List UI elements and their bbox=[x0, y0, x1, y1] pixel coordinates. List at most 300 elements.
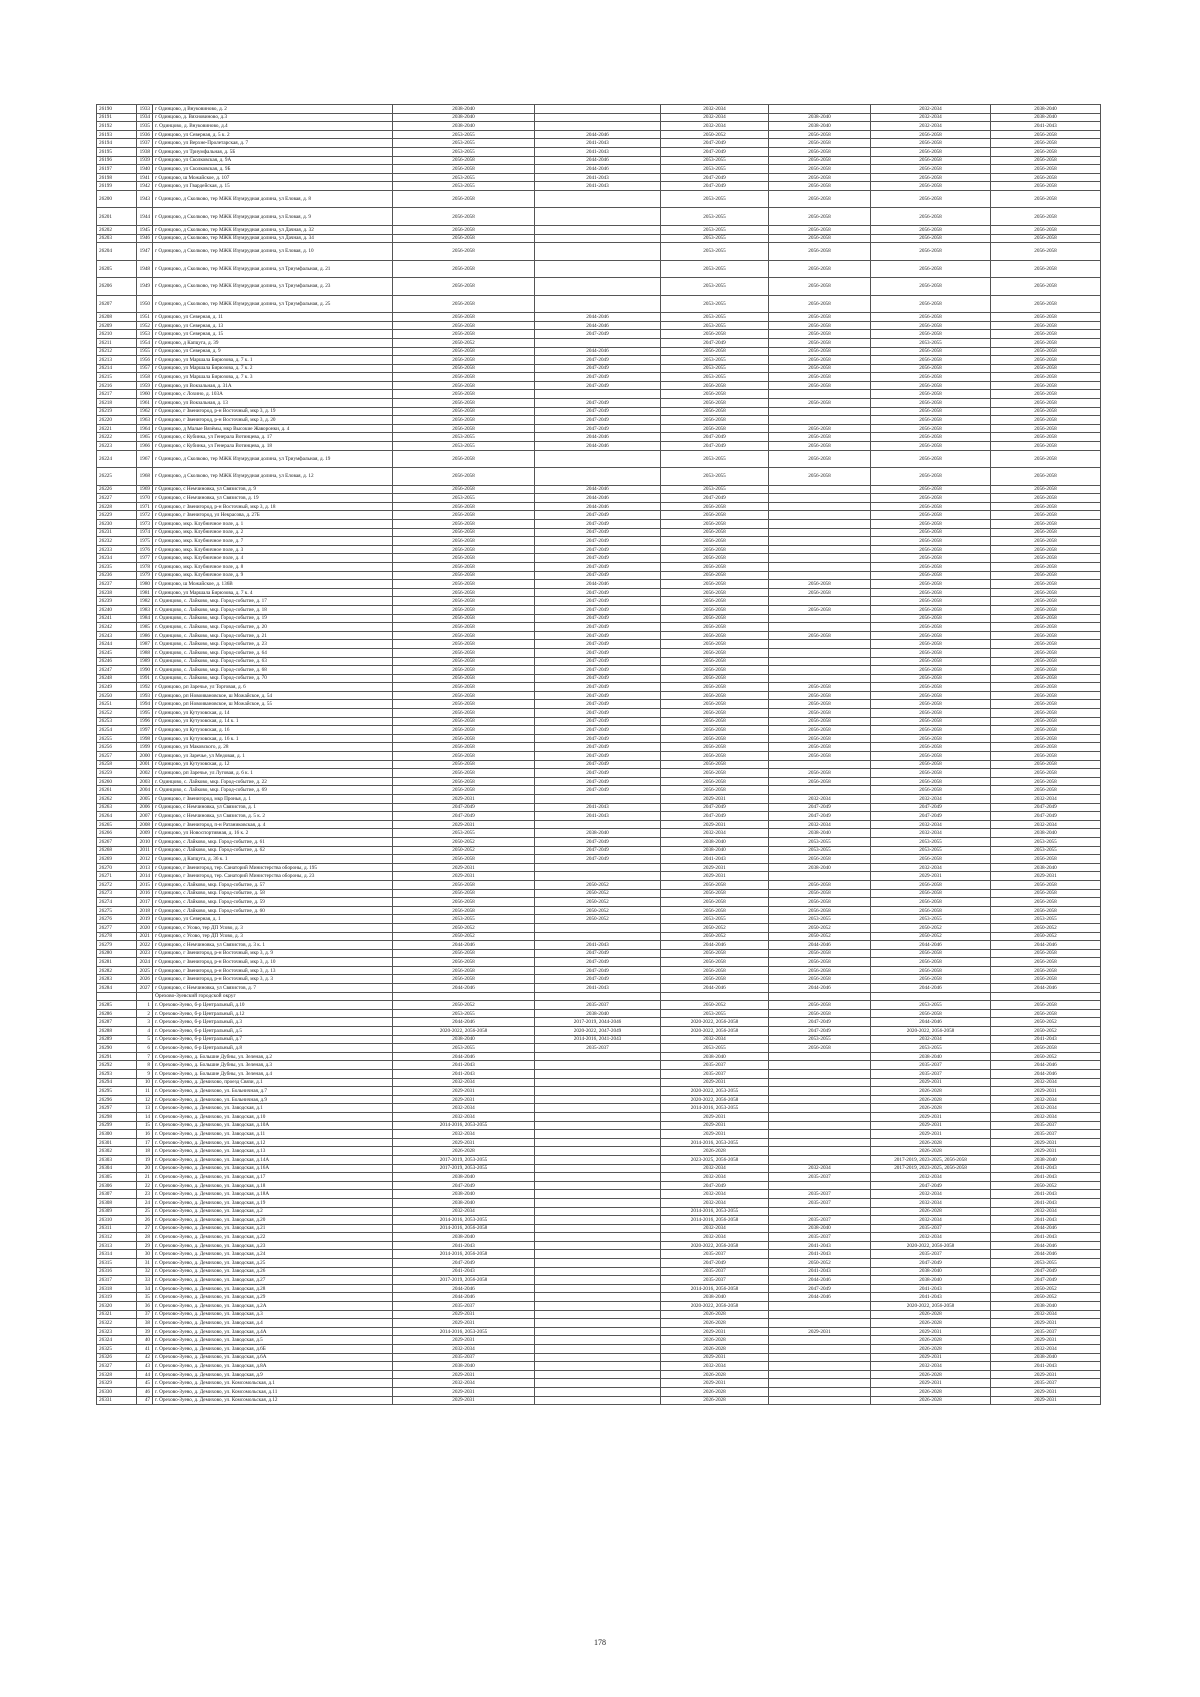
period-cell: 2044-2046 bbox=[535, 321, 661, 330]
period-cell: 2056-2058 bbox=[991, 182, 1101, 191]
row-number-cell: 10 bbox=[137, 1078, 153, 1087]
period-cell: 2014-2016, 2056-2058 bbox=[661, 1216, 769, 1225]
row-number-cell: 2016 bbox=[137, 889, 153, 898]
period-cell: 2041-2043 bbox=[535, 182, 661, 191]
row-id-cell: 26205 bbox=[97, 260, 137, 278]
row-id-cell: 26327 bbox=[97, 1362, 137, 1371]
period-cell: 2056-2058 bbox=[871, 906, 991, 915]
period-cell: 2047-2049 bbox=[393, 812, 535, 821]
period-cell: 2056-2058 bbox=[991, 1044, 1101, 1053]
row-id-cell: 26289 bbox=[97, 1035, 137, 1044]
row-number-cell: 8 bbox=[137, 1061, 153, 1070]
row-number-cell: 39 bbox=[137, 1327, 153, 1336]
period-cell: 2035-2037 bbox=[871, 1250, 991, 1259]
table-row bbox=[97, 147, 1101, 156]
period-cell: 2026-2028 bbox=[871, 1095, 991, 1104]
address-cell: г. Орехово-Зуево, д. Демихово, ул. Заводская, д.22 bbox=[153, 1233, 393, 1242]
period-cell: 2056-2058 bbox=[661, 752, 769, 761]
period-cell: 2029-2031 bbox=[871, 1078, 991, 1087]
period-cell: 2056-2058 bbox=[871, 528, 991, 537]
address-cell: г Одинцово, д. Вяхновиново, д.3 bbox=[153, 113, 393, 122]
period-cell: 2038-2040 bbox=[871, 1052, 991, 1061]
row-number-cell: 1939 bbox=[137, 156, 153, 165]
row-number-cell: 2008 bbox=[137, 820, 153, 829]
period-cell: 2056-2058 bbox=[991, 571, 1101, 580]
period-cell: 2056-2058 bbox=[393, 588, 535, 597]
period-cell: 2047-2049 bbox=[991, 1276, 1101, 1285]
address-cell: г Одинцово, г Звенигород, р-н Восточный, мкр 3, д. 10 bbox=[153, 958, 393, 967]
period-cell: 2020-2022, 2056-2058 bbox=[871, 1302, 991, 1311]
period-cell: 2044-2046 bbox=[991, 984, 1101, 993]
address-cell: г Одинцово, г Звенигород, ул Некрасова, д. 27Б bbox=[153, 511, 393, 520]
address-cell: г. Орехово-Зуево, б-р Центральный, д.7 bbox=[153, 1035, 393, 1044]
period-cell: 2056-2058 bbox=[393, 364, 535, 373]
period-cell: 2047-2049 bbox=[535, 537, 661, 546]
table-row bbox=[97, 597, 1101, 606]
period-cell: 2056-2058 bbox=[769, 709, 871, 718]
period-cell: 2044-2046 bbox=[535, 433, 661, 442]
row-number-cell: 4 bbox=[137, 1027, 153, 1036]
period-cell bbox=[535, 1061, 661, 1070]
period-cell: 2053-2055 bbox=[871, 915, 991, 924]
table-row bbox=[97, 1387, 1101, 1396]
row-id-cell: 26243 bbox=[97, 631, 137, 640]
period-cell: 2053-2055 bbox=[661, 915, 769, 924]
table-row bbox=[97, 674, 1101, 683]
row-number-cell: 2005 bbox=[137, 795, 153, 804]
capital-repair-schedule-table bbox=[96, 104, 1101, 1405]
period-cell: 2056-2058 bbox=[871, 949, 991, 958]
period-cell: 2029-2031 bbox=[991, 1387, 1101, 1396]
address-cell: г Одинцово, г Звенигород, р-н Восточный, мкр 3, д. 20 bbox=[153, 416, 393, 425]
address-cell: г. Орехово-Зуево, д. Демихово, ул. Заводская, д.16А bbox=[153, 1164, 393, 1173]
period-cell: 2056-2058 bbox=[393, 683, 535, 692]
table-row bbox=[97, 433, 1101, 442]
period-cell: 2017-2019, 2053-2055 bbox=[393, 1164, 535, 1173]
period-cell bbox=[871, 992, 991, 1001]
period-cell: 2056-2058 bbox=[393, 777, 535, 786]
table-row bbox=[97, 812, 1101, 821]
period-cell: 2047-2049 bbox=[535, 407, 661, 416]
period-cell: 2053-2055 bbox=[661, 165, 769, 174]
period-cell bbox=[769, 571, 871, 580]
period-cell: 2029-2031 bbox=[661, 1121, 769, 1130]
address-cell: г. Орехово-Зуево, б-р Центральный, д.3 bbox=[153, 1018, 393, 1027]
period-cell bbox=[535, 468, 661, 486]
period-cell: 2032-2034 bbox=[991, 1095, 1101, 1104]
period-cell: 2056-2058 bbox=[871, 691, 991, 700]
period-cell: 2056-2058 bbox=[769, 949, 871, 958]
period-cell: 2047-2049 bbox=[535, 734, 661, 743]
period-cell bbox=[535, 1078, 661, 1087]
period-cell: 2053-2055 bbox=[661, 156, 769, 165]
period-cell bbox=[535, 1121, 661, 1130]
table-row bbox=[97, 243, 1101, 261]
period-cell: 2032-2034 bbox=[871, 1216, 991, 1225]
period-cell: 2056-2058 bbox=[393, 373, 535, 382]
row-number-cell: 2019 bbox=[137, 915, 153, 924]
period-cell: 2056-2058 bbox=[661, 760, 769, 769]
row-id-cell: 26314 bbox=[97, 1250, 137, 1259]
address-cell: г Одинцово, ул Триумфальная, д. 5Б bbox=[153, 147, 393, 156]
period-cell: 2032-2034 bbox=[871, 1190, 991, 1199]
table-row bbox=[97, 1276, 1101, 1285]
period-cell: 2056-2058 bbox=[393, 347, 535, 356]
table-row bbox=[97, 1095, 1101, 1104]
period-cell: 2047-2049 bbox=[535, 381, 661, 390]
period-cell bbox=[769, 494, 871, 503]
period-cell: 2047-2049 bbox=[535, 949, 661, 958]
period-cell: 2056-2058 bbox=[661, 726, 769, 735]
period-cell: 2032-2034 bbox=[871, 863, 991, 872]
period-cell: 2032-2034 bbox=[393, 1112, 535, 1121]
period-cell: 2044-2046 bbox=[535, 156, 661, 165]
period-cell: 2014-2016, 2041-2043 bbox=[535, 1035, 661, 1044]
period-cell: 2047-2049 bbox=[535, 605, 661, 614]
period-cell: 2026-2028 bbox=[661, 1336, 769, 1345]
address-cell: г Одинцово, г Звенигород, р-н Восточный, мкр 3, д. 3 bbox=[153, 975, 393, 984]
period-cell: 2047-2049 bbox=[393, 1259, 535, 1268]
period-cell: 2053-2055 bbox=[393, 494, 535, 503]
row-id-cell: 26321 bbox=[97, 1310, 137, 1319]
period-cell bbox=[535, 863, 661, 872]
period-cell bbox=[769, 390, 871, 399]
period-cell: 2056-2058 bbox=[661, 571, 769, 580]
row-number-cell: 25 bbox=[137, 1207, 153, 1216]
row-id-cell: 26257 bbox=[97, 752, 137, 761]
period-cell bbox=[535, 1164, 661, 1173]
row-number-cell: 1938 bbox=[137, 147, 153, 156]
period-cell: 2047-2049 bbox=[871, 1181, 991, 1190]
period-cell: 2056-2058 bbox=[991, 330, 1101, 339]
period-cell: 2029-2031 bbox=[991, 1087, 1101, 1096]
period-cell: 2053-2055 bbox=[661, 356, 769, 365]
row-id-cell: 26288 bbox=[97, 1027, 137, 1036]
period-cell: 2056-2058 bbox=[871, 485, 991, 494]
period-cell: 2044-2046 bbox=[535, 442, 661, 451]
period-cell: 2029-2031 bbox=[393, 1095, 535, 1104]
period-cell: 2032-2034 bbox=[661, 105, 769, 114]
period-cell bbox=[769, 1095, 871, 1104]
row-number-cell: 1953 bbox=[137, 330, 153, 339]
row-number-cell: 9 bbox=[137, 1070, 153, 1079]
period-cell: 2056-2058 bbox=[393, 424, 535, 433]
row-number-cell: 2026 bbox=[137, 975, 153, 984]
row-id-cell: 26252 bbox=[97, 709, 137, 718]
period-cell: 2050-2052 bbox=[769, 932, 871, 941]
row-id-cell: 26256 bbox=[97, 743, 137, 752]
period-cell: 2056-2058 bbox=[661, 631, 769, 640]
period-cell: 2056-2058 bbox=[661, 666, 769, 675]
period-cell: 2014-2016, 2056-2058 bbox=[393, 1224, 535, 1233]
row-id-cell: 26315 bbox=[97, 1259, 137, 1268]
table-row bbox=[97, 734, 1101, 743]
period-cell bbox=[535, 225, 661, 234]
period-cell: 2056-2058 bbox=[871, 855, 991, 864]
period-cell: 2056-2058 bbox=[769, 313, 871, 322]
period-cell: 2050-2052 bbox=[991, 1027, 1101, 1036]
row-id-cell: 26268 bbox=[97, 846, 137, 855]
row-number-cell: 1935 bbox=[137, 122, 153, 131]
period-cell: 2056-2058 bbox=[991, 880, 1101, 889]
table-row bbox=[97, 321, 1101, 330]
row-number-cell: 1993 bbox=[137, 691, 153, 700]
period-cell: 2053-2055 bbox=[769, 837, 871, 846]
period-cell: 2053-2055 bbox=[871, 1001, 991, 1010]
row-id-cell: 26247 bbox=[97, 666, 137, 675]
period-cell: 2056-2058 bbox=[393, 571, 535, 580]
row-id-cell: 26266 bbox=[97, 829, 137, 838]
period-cell: 2035-2037 bbox=[769, 1216, 871, 1225]
table-row bbox=[97, 623, 1101, 632]
period-cell: 2056-2058 bbox=[769, 752, 871, 761]
period-cell: 2056-2058 bbox=[661, 683, 769, 692]
row-number-cell: 22 bbox=[137, 1181, 153, 1190]
period-cell: 2041-2043 bbox=[393, 1061, 535, 1070]
period-cell: 2056-2058 bbox=[661, 949, 769, 958]
period-cell: 2056-2058 bbox=[871, 975, 991, 984]
period-cell: 2056-2058 bbox=[769, 777, 871, 786]
period-cell: 2056-2058 bbox=[991, 726, 1101, 735]
period-cell: 2020-2022, 2056-2058 bbox=[661, 1027, 769, 1036]
table-row bbox=[97, 709, 1101, 718]
table-row bbox=[97, 1147, 1101, 1156]
period-cell: 2056-2058 bbox=[393, 631, 535, 640]
period-cell: 2047-2049 bbox=[991, 1267, 1101, 1276]
period-cell: 2047-2049 bbox=[535, 958, 661, 967]
period-cell: 2014-2016, 2056-2058 bbox=[393, 1250, 535, 1259]
period-cell: 2029-2031 bbox=[871, 1327, 991, 1336]
address-cell: г. Орехово-Зуево, д. Демихово, ул. Заводская, д.27 bbox=[153, 1276, 393, 1285]
table-row bbox=[97, 1379, 1101, 1388]
table-row bbox=[97, 1284, 1101, 1293]
table-row bbox=[97, 975, 1101, 984]
period-cell: 2041-2043 bbox=[991, 1362, 1101, 1371]
row-number-cell: 28 bbox=[137, 1233, 153, 1242]
period-cell: 2056-2058 bbox=[661, 381, 769, 390]
row-id-cell: 26229 bbox=[97, 511, 137, 520]
address-cell: г Одинцово, мкр. Клубничное поле, д. 9 bbox=[153, 571, 393, 580]
period-cell: 2056-2058 bbox=[393, 450, 535, 468]
period-cell: 2032-2034 bbox=[661, 122, 769, 131]
table-row bbox=[97, 1362, 1101, 1371]
table-row bbox=[97, 760, 1101, 769]
period-cell: 2020-2022, 2047-2049 bbox=[535, 1027, 661, 1036]
row-id-cell: 26312 bbox=[97, 1233, 137, 1242]
period-cell: 2056-2058 bbox=[991, 260, 1101, 278]
period-cell bbox=[535, 1216, 661, 1225]
row-id-cell: 26207 bbox=[97, 295, 137, 313]
period-cell: 2056-2058 bbox=[991, 760, 1101, 769]
address-cell: г. Одинцово, с. Лайково, мкр. Город-событие, д. 22 bbox=[153, 777, 393, 786]
period-cell: 2026-2028 bbox=[661, 1370, 769, 1379]
table-row bbox=[97, 562, 1101, 571]
period-cell: 2047-2049 bbox=[535, 769, 661, 778]
address-cell: г. Орехово-Зуево, д. Демихово, проезд Связи, д.1 bbox=[153, 1078, 393, 1087]
period-cell bbox=[769, 1353, 871, 1362]
period-cell: 2047-2049 bbox=[535, 717, 661, 726]
period-cell: 2035-2037 bbox=[871, 1070, 991, 1079]
period-cell: 2056-2058 bbox=[769, 683, 871, 692]
period-cell: 2056-2058 bbox=[991, 390, 1101, 399]
period-cell: 2047-2049 bbox=[535, 597, 661, 606]
table-row bbox=[97, 1112, 1101, 1121]
period-cell: 2056-2058 bbox=[871, 356, 991, 365]
period-cell: 2056-2058 bbox=[393, 416, 535, 425]
address-cell: г Одинцово, ул Кутузовская, д. 12 bbox=[153, 760, 393, 769]
period-cell: 2056-2058 bbox=[871, 330, 991, 339]
row-id-cell: 26228 bbox=[97, 502, 137, 511]
period-cell: 2035-2037 bbox=[871, 1061, 991, 1070]
period-cell: 2041-2043 bbox=[535, 173, 661, 182]
period-cell: 2029-2031 bbox=[661, 1130, 769, 1139]
period-cell bbox=[535, 1181, 661, 1190]
row-number-cell: 13 bbox=[137, 1104, 153, 1113]
address-cell: г Одинцово, с Лайково, мкр. Город-событие, д. 57 bbox=[153, 880, 393, 889]
row-number-cell: 1998 bbox=[137, 734, 153, 743]
period-cell: 2047-2049 bbox=[871, 803, 991, 812]
period-cell: 2056-2058 bbox=[393, 528, 535, 537]
address-cell: г Одинцово, ул Маковского, д. 28 bbox=[153, 743, 393, 752]
period-cell: 2041-2043 bbox=[535, 941, 661, 950]
address-cell: г Одинцово, с Немчиновка, ул Связистов, д. 19 bbox=[153, 494, 393, 503]
period-cell: 2047-2049 bbox=[535, 528, 661, 537]
period-cell: 2038-2040 bbox=[661, 846, 769, 855]
row-id-cell: 26217 bbox=[97, 390, 137, 399]
table-row bbox=[97, 726, 1101, 735]
table-row bbox=[97, 717, 1101, 726]
row-id-cell: 26317 bbox=[97, 1276, 137, 1285]
table-row bbox=[97, 906, 1101, 915]
row-id-cell: 26261 bbox=[97, 786, 137, 795]
period-cell: 2032-2034 bbox=[871, 113, 991, 122]
period-cell: 2056-2058 bbox=[393, 717, 535, 726]
period-cell: 2056-2058 bbox=[991, 889, 1101, 898]
row-number-cell: 1960 bbox=[137, 390, 153, 399]
address-cell: г Одинцово, с Лайково, мкр. Город-событие, д. 60 bbox=[153, 906, 393, 915]
row-number-cell: 1954 bbox=[137, 338, 153, 347]
address-cell: г. Орехово-Зуево, д. Демихово, ул. Комсомольская, д.1 bbox=[153, 1379, 393, 1388]
row-number-cell: 36 bbox=[137, 1302, 153, 1311]
period-cell: 2047-2049 bbox=[535, 726, 661, 735]
period-cell: 2050-2052 bbox=[661, 130, 769, 139]
period-cell bbox=[769, 1104, 871, 1113]
period-cell: 2056-2058 bbox=[661, 407, 769, 416]
period-cell: 2047-2049 bbox=[535, 855, 661, 864]
period-cell bbox=[769, 1302, 871, 1311]
period-cell: 2014-2016, 2053-2055 bbox=[661, 1138, 769, 1147]
row-number-cell: 14 bbox=[137, 1112, 153, 1121]
row-id-cell: 26218 bbox=[97, 399, 137, 408]
period-cell bbox=[535, 1284, 661, 1293]
period-cell bbox=[769, 597, 871, 606]
period-cell: 2044-2046 bbox=[871, 1018, 991, 1027]
row-id-cell: 26237 bbox=[97, 580, 137, 589]
period-cell: 2029-2031 bbox=[393, 1087, 535, 1096]
table-row bbox=[97, 743, 1101, 752]
period-cell: 2047-2049 bbox=[535, 666, 661, 675]
row-id-cell: 26318 bbox=[97, 1284, 137, 1293]
period-cell: 2014-2016, 2053-2055 bbox=[393, 1121, 535, 1130]
period-cell: 2047-2049 bbox=[769, 1027, 871, 1036]
period-cell: 2047-2049 bbox=[535, 614, 661, 623]
period-cell: 2056-2058 bbox=[393, 381, 535, 390]
period-cell: 2056-2058 bbox=[871, 390, 991, 399]
row-number-cell: 1975 bbox=[137, 537, 153, 546]
address-cell: г Одинцово, с Лайково, мкр. Город-событие, д. 59 bbox=[153, 898, 393, 907]
period-cell: 2056-2058 bbox=[769, 880, 871, 889]
table-row bbox=[97, 984, 1101, 993]
period-cell: 2056-2058 bbox=[871, 381, 991, 390]
row-id-cell: 26297 bbox=[97, 1104, 137, 1113]
period-cell: 2053-2055 bbox=[769, 846, 871, 855]
row-id-cell: 26306 bbox=[97, 1181, 137, 1190]
period-cell: 2056-2058 bbox=[871, 700, 991, 709]
address-cell: г Одинцово, рп Заречье, ул Луговая, д. 6 к. 1 bbox=[153, 769, 393, 778]
row-number-cell: 12 bbox=[137, 1095, 153, 1104]
table-row bbox=[97, 156, 1101, 165]
period-cell: 2056-2058 bbox=[871, 605, 991, 614]
address-cell: г Одинцово, ул Маршала Бирюзова, д. 7 к. 1 bbox=[153, 356, 393, 365]
period-cell: 2047-2049 bbox=[871, 1259, 991, 1268]
period-cell: 2029-2031 bbox=[871, 1130, 991, 1139]
period-cell bbox=[535, 992, 661, 1001]
period-cell: 2056-2058 bbox=[769, 734, 871, 743]
period-cell: 2056-2058 bbox=[769, 433, 871, 442]
period-cell: 2041-2043 bbox=[535, 984, 661, 993]
table-row bbox=[97, 1104, 1101, 1113]
period-cell: 2041-2043 bbox=[991, 1190, 1101, 1199]
period-cell bbox=[535, 1336, 661, 1345]
period-cell: 2056-2058 bbox=[871, 373, 991, 382]
table-row bbox=[97, 278, 1101, 296]
table-row bbox=[97, 424, 1101, 433]
period-cell: 2050-2052 bbox=[393, 338, 535, 347]
row-number-cell: 2017 bbox=[137, 898, 153, 907]
row-id-cell: 26285 bbox=[97, 1001, 137, 1010]
period-cell: 2056-2058 bbox=[871, 760, 991, 769]
table-row bbox=[97, 173, 1101, 182]
table-row bbox=[97, 313, 1101, 322]
period-cell: 2053-2055 bbox=[393, 915, 535, 924]
row-id-cell: 26210 bbox=[97, 330, 137, 339]
row-id-cell: 26215 bbox=[97, 373, 137, 382]
period-cell: 2056-2058 bbox=[769, 631, 871, 640]
address-cell: г. Одинцово, с. Лайково, мкр. Город-событие, д. 21 bbox=[153, 631, 393, 640]
table-row bbox=[97, 511, 1101, 520]
row-id-cell: 26267 bbox=[97, 837, 137, 846]
period-cell: 2047-2049 bbox=[661, 139, 769, 148]
period-cell bbox=[535, 190, 661, 208]
table-row bbox=[97, 889, 1101, 898]
period-cell: 2056-2058 bbox=[661, 777, 769, 786]
row-id-cell: 26195 bbox=[97, 147, 137, 156]
address-cell: г Одинцово, г Звенигород, р-н Восточный, мкр 3, д. 18 bbox=[153, 502, 393, 511]
period-cell: 2053-2055 bbox=[661, 1044, 769, 1053]
period-cell: 2056-2058 bbox=[991, 442, 1101, 451]
period-cell: 2056-2058 bbox=[871, 139, 991, 148]
table-row bbox=[97, 545, 1101, 554]
row-number-cell: 1968 bbox=[137, 468, 153, 486]
row-number-cell: 6 bbox=[137, 1044, 153, 1053]
table-row bbox=[97, 494, 1101, 503]
period-cell: 2053-2055 bbox=[991, 837, 1101, 846]
period-cell bbox=[769, 528, 871, 537]
table-row bbox=[97, 966, 1101, 975]
period-cell: 2032-2034 bbox=[871, 122, 991, 131]
address-cell: г. Одинцово, с. Лайково, мкр. Город-событие, д. 19 bbox=[153, 614, 393, 623]
address-cell: г. Орехово-Зуево, б-р Центральный, д.12 bbox=[153, 1009, 393, 1018]
